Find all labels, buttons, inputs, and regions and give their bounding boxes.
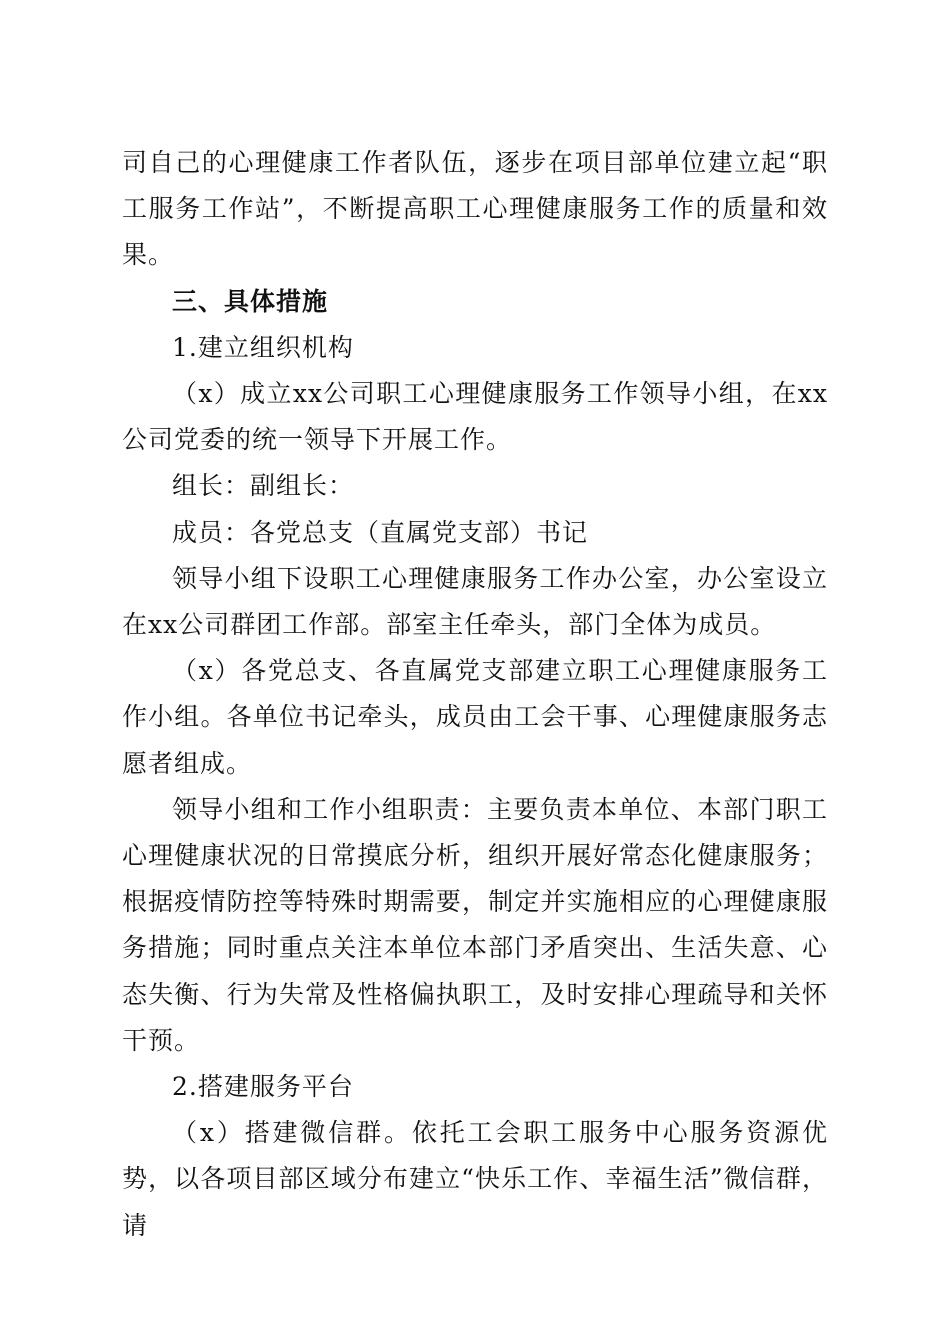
section-heading: 三、具体措施 xyxy=(172,286,329,316)
document-body xyxy=(122,140,828,1249)
paragraph: 组长：副组长： xyxy=(172,471,355,501)
paragraph: （x）搭建微信群。依托工会职工服务中心服务资源优势，以各项目部区域分布建立“快乐工作、幸福生活”微信群，请 xyxy=(122,1118,828,1240)
paragraph: 领导小组下设职工心理健康服务工作办公室，办公室设立在xx公司群团工作部。部室主任牵头，部门全体为成员。 xyxy=(122,563,828,640)
paragraph-continuation: 司自己的心理健康工作者队伍，逐步在项目部单位建立起“职工服务工作站”，不断提高职工心理健康服务工作的质量和效果。 xyxy=(122,148,828,270)
subsection-heading: 2.搭建服务平台 xyxy=(172,1072,354,1102)
paragraph: 领导小组和工作小组职责：主要负责本单位、本部门职工心理健康状况的日常摸底分析，组织开展好常态化健康服务；根据疫情防控等特殊时期需要，制定并实施相应的心理健康服务措施；同时重点关注本单位本部门矛盾突出、生活失意、心态失衡、行为失常及性格偏执职工，及时安排心理疏导和关怀干预。 xyxy=(122,794,828,1055)
paragraph: （x）成立xx公司职工心理健康服务工作领导小组，在xx公司党委的统一领导下开展工作。 xyxy=(122,379,828,455)
paragraph: 成员：各党总支（直属党支部）书记 xyxy=(172,517,589,547)
subsection-heading: 1.建立组织机构 xyxy=(172,332,354,362)
paragraph: （x）各党总支、各直属党支部建立职工心理健康服务工作小组。各单位书记牵头，成员由工会干事、心理健康服务志愿者组成。 xyxy=(122,656,828,778)
